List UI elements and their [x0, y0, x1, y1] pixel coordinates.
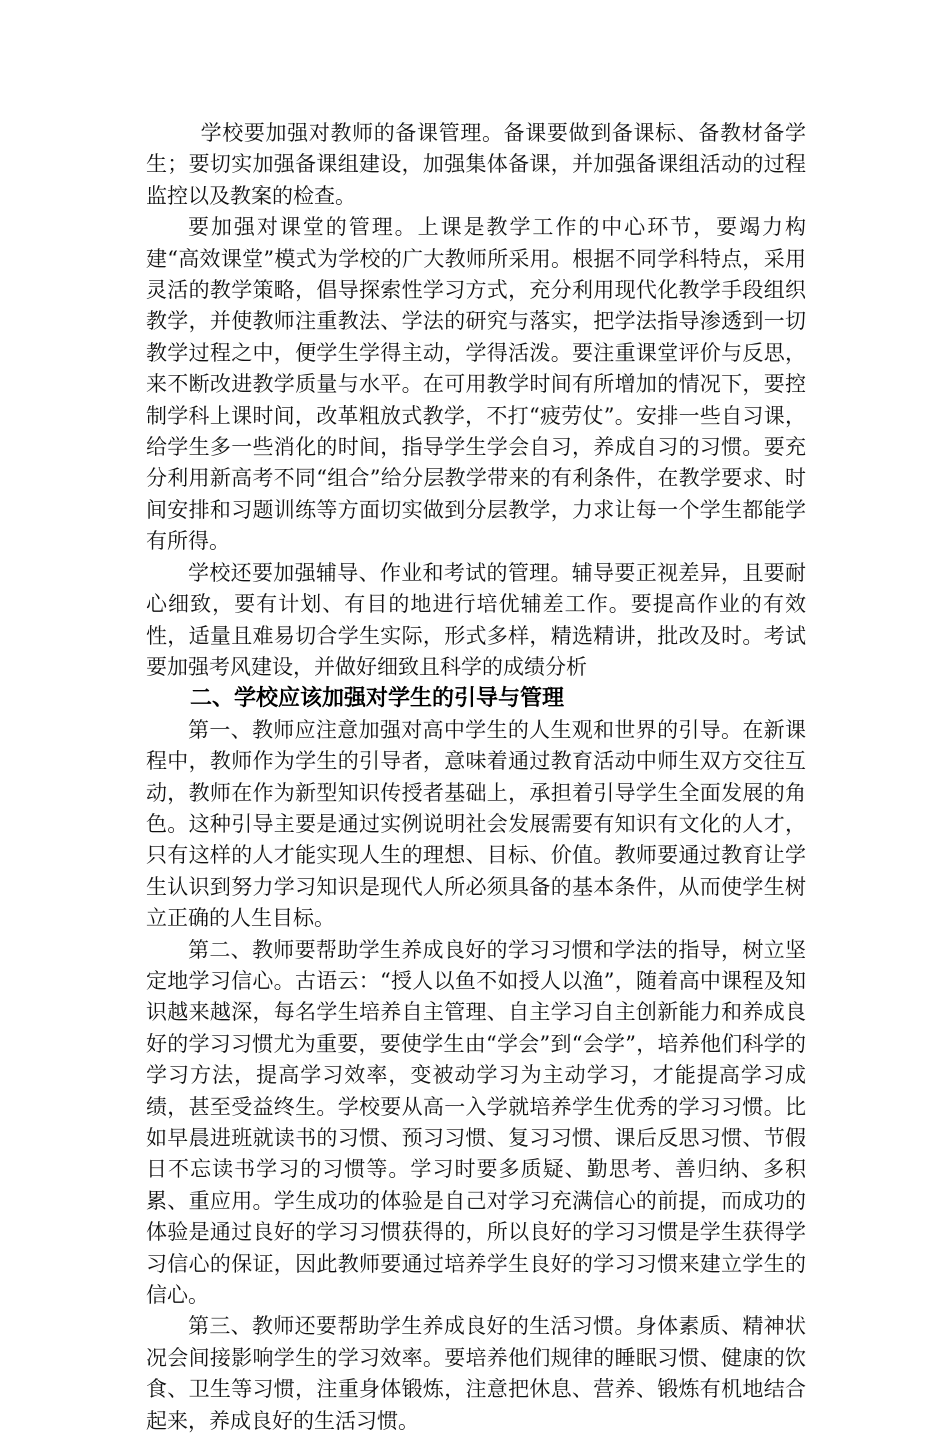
paragraph-lesson-prep: 学校要加强对教师的备课管理。备课要做到备课标、备教材备学生；要切实加强备课组建设，加强集体备课，并加强备课组活动的过程监控以及教案的检查。	[146, 121, 806, 208]
paragraph-tutoring-homework-exams: 学校还要加强辅导、作业和考试的管理。辅导要正视差异，且要耐心细致，要有计划、有目的地进行培优辅差工作。要提高作业的有效性，适量且难易切合学生实际，形式多样，精选精讲，批改及时。考试要加强考风建设，并做好细致且科学的成绩分析	[146, 560, 806, 679]
section-heading: 二、学校应该加强对学生的引导与管理	[190, 686, 565, 712]
paragraph-life-habits: 第三、教师还要帮助学生养成良好的生活习惯。身体素质、精神状况会间接影响学生的学习效率。要培养他们规律的睡眠习惯、健康的饮食、卫生等习惯，注重身体锻炼，注意把休息、营养、锻炼有机地结合起来，养成良好的生活习惯。	[146, 1314, 806, 1433]
paragraph-study-habits: 第二、教师要帮助学生养成良好的学习习惯和学法的指导，树立坚定地学习信心。古语云：“授人以鱼不如授人以渔”，随着高中课程及知识越来越深，每名学生培养自主管理、自主学习自主创新能力和养成良好的学习习惯尤为重要，要使学生由“学会”到“会学”，培养他们科学的学习方法，提高学习效率，变被动学习为主动学习，才能提高学习成绩，甚至受益终生。学校要从高一入学就培养学生优秀的学习习惯。比如早晨进班就读书的习惯、预习习惯、复习习惯、课后反思习惯、节假日不忘读书学习的习惯等。学习时要多质疑、勤思考、善归纳、多积累、重应用。学生成功的体验是自己对学习充满信心的前提，而成功的体验是通过良好的学习习惯获得的，所以良好的学习习惯是学生获得学习信心的保证，因此教师要通过培养学生良好的学习习惯来建立学生的信心。	[146, 937, 806, 1308]
paragraph-guidance-outlook: 第一、教师应注意加强对高中学生的人生观和世界的引导。在新课程中，教师作为学生的引导者，意味着通过教育活动中师生双方交往互动，教师在作为新型知识传授者基础上，承担着引导学生全面发展的角色。这种引导主要是通过实例说明社会发展需要有知识有文化的人才，只有这样的人才能实现人生的理想、目标、价值。教师要通过教育让学生认识到努力学习知识是现代人所必须具备的基本条件，从而使学生树立正确的人生目标。	[146, 717, 806, 931]
document-body	[146, 118, 806, 1437]
paragraph-classroom-management: 要加强对课堂的管理。上课是教学工作的中心环节，要竭力构建“高效课堂”模式为学校的广大教师所采用。根据不同学科特点，采用灵活的教学策略，倡导探索性学习方式，充分利用现代化教学手段组织教学，并使教师注重教法、学法的研究与落实，把学法指导渗透到一切教学过程之中，便学生学得主动，学得活泼。要注重课堂评价与反思，来不断改进教学质量与水平。在可用教学时间有所增加的情况下，要控制学科上课时间，改革粗放式教学，不打“疲劳仗”。安排一些自习课，给学生多一些消化的时间，指导学生学会自习，养成自习的习惯。要充分利用新高考不同“组合”给分层教学带来的有利条件，在教学要求、时间安排和习题训练等方面切实做到分层教学，力求让每一个学生都能学有所得。	[146, 215, 806, 554]
